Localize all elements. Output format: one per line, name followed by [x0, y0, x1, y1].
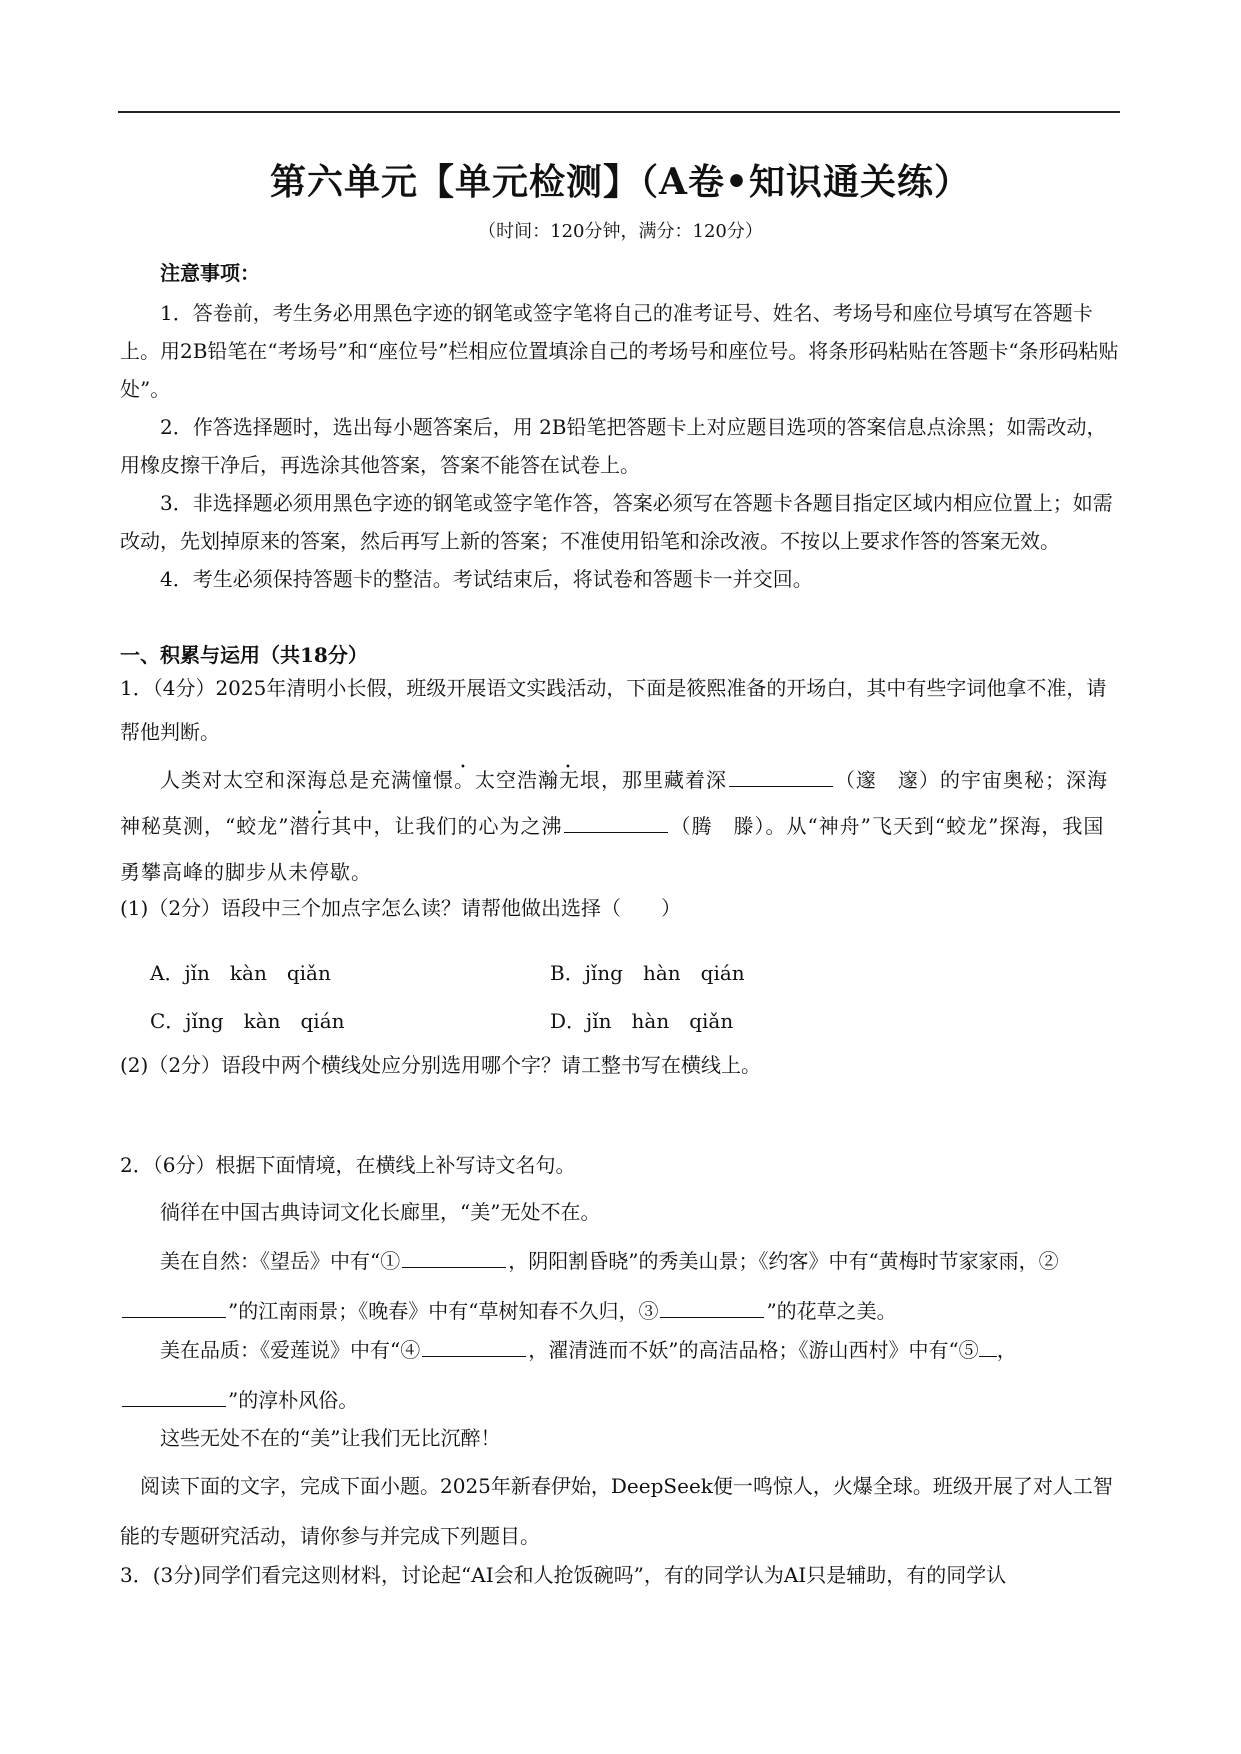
- page-title: 第六单元【单元检测】（A卷•知识通关练）: [270, 161, 971, 203]
- dotted-char: 潜: [289, 814, 311, 838]
- notice-section: [120, 254, 1120, 598]
- question-2-virtue: [120, 1325, 1120, 1425]
- answer-blank[interactable]: [729, 765, 833, 787]
- answer-blank[interactable]: [660, 1296, 764, 1318]
- question-1-passage: [120, 757, 1120, 895]
- poem-prompt: ，: [996, 1338, 1017, 1362]
- question-1-stem: 1．（4分）2025年清明小长假，班级开展语文实践活动，下面是筱熙准备的开场白，其中有些字词他拿不准，请帮他判断。: [120, 676, 1107, 744]
- dotted-char: 憬: [433, 768, 454, 792]
- question-2-nature: [120, 1236, 1120, 1336]
- answer-blank[interactable]: [122, 1385, 226, 1407]
- answer-blank[interactable]: [564, 811, 668, 833]
- reading-intro: 阅读下面的文字，完成下面小题。2025年新春伊始，DeepSeek便一鸣惊人，火爆全球。班级开展了对人工智能的专题研究活动，请你参与并完成下列题目。: [120, 1474, 1113, 1548]
- question-2-closing: 这些无处不在的“美”让我们无比沉醉！: [160, 1426, 501, 1450]
- question-1-sub-2: (2)（2分）语段中两个横线处应分别选用哪个字？请工整书写在横线上。: [120, 1053, 762, 1077]
- notice-item: 4．考生必须保持答题卡的整洁。考试结束后，将试卷和答题卡一并交回。: [160, 567, 813, 591]
- passage-text: 行其中，让我们的心为之沸: [310, 814, 563, 838]
- answer-blank[interactable]: [422, 1335, 526, 1357]
- answer-blank[interactable]: [979, 1335, 997, 1357]
- passage-text: 无垠，那里藏着深: [559, 768, 727, 792]
- poem-prompt: ”的花草之美。: [766, 1299, 897, 1323]
- poem-prompt: ，阴阳割昏晓”的秀美山景；《约客》中有“黄梅时节家家雨，②: [508, 1249, 1059, 1273]
- option-a[interactable]: A．jǐn kàn qiǎn: [150, 961, 331, 985]
- option-c[interactable]: C．jǐng kàn qián: [150, 1009, 345, 1033]
- dotted-char: 瀚: [538, 768, 559, 792]
- exam-time-score: （时间：120分钟，满分：120分）: [478, 221, 763, 242]
- answer-blank[interactable]: [122, 1296, 226, 1318]
- notice-heading: 注意事项：: [160, 261, 260, 285]
- poem-prompt: 美在自然：《望岳》中有“①: [160, 1249, 401, 1273]
- passage-text: （腾 滕）。从“神舟”飞天到“蛟龙”探海，我国勇攀高峰的脚步从未停歇。: [120, 814, 1105, 884]
- question-1-sub-1: (1)（2分）语段中三个加点字怎么读？请帮他做出选择（ ）: [120, 896, 682, 920]
- notice-item: 1．答卷前，考生务必用黑色字迹的钢笔或签字笔将自己的准考证号、姓名、考场号和座位号填写在答题卡上。用2B铅笔在“考场号”和“座位号”栏相应位置填涂自己的考场号和座位号。将条形码粘贴在答题卡“条形码粘贴处”。: [120, 301, 1119, 401]
- question-2-intro: 徜徉在中国古典诗词文化长廊里，“美”无处不在。: [160, 1200, 601, 1224]
- passage-text: 人类对太空和深海总是充满: [160, 768, 412, 792]
- notice-item: 2．作答选择题时，选出每小题答案后，用 2B铅笔把答题卡上对应题目选项的答案信息点涂黑；如需改动，用橡皮擦干净后，再选涂其他答案，答案不能答在试卷上。: [120, 415, 1107, 477]
- option-d[interactable]: D．jǐn hàn qiǎn: [550, 1009, 734, 1033]
- header-rule: [118, 111, 1120, 113]
- answer-blank[interactable]: [402, 1246, 506, 1268]
- passage-text: （邃 邃）的宇宙奥秘；深海神秘莫测，“蛟龙”: [120, 768, 1108, 838]
- notice-item: 3．非选择题必须用黑色字迹的钢笔或签字笔作答，答案必须写在答题卡各题目指定区域内相应位置上；如需改动，先划掉原来的答案，然后再写上新的答案；不准使用铅笔和涂改液。不按以上要求作答的答案无效。: [120, 491, 1113, 553]
- question-2-stem: 2．（6分）根据下面情境，在横线上补写诗文名句。: [120, 1153, 576, 1177]
- poem-prompt: ”的江南雨景；《晚春》中有“草树知春不久归，③: [228, 1299, 659, 1323]
- poem-prompt: 美在品质：《爱莲说》中有“④: [160, 1338, 421, 1362]
- poem-prompt: ，濯清涟而不妖”的高洁品格；《游山西村》中有“⑤: [528, 1338, 979, 1362]
- passage-text: 。太空浩: [454, 768, 538, 792]
- option-b[interactable]: B．jǐng hàn qián: [550, 961, 745, 985]
- passage-char: 憧: [412, 768, 433, 792]
- section-heading: 一、积累与运用（共18分）: [120, 643, 368, 667]
- poem-prompt: ”的淳朴风俗。: [228, 1388, 359, 1412]
- question-3-stem: 3．(3分)同学们看完这则材料，讨论起“AI会和人抢饭碗吗”，有的同学认为AI只是辅助，有的同学认: [120, 1563, 1007, 1587]
